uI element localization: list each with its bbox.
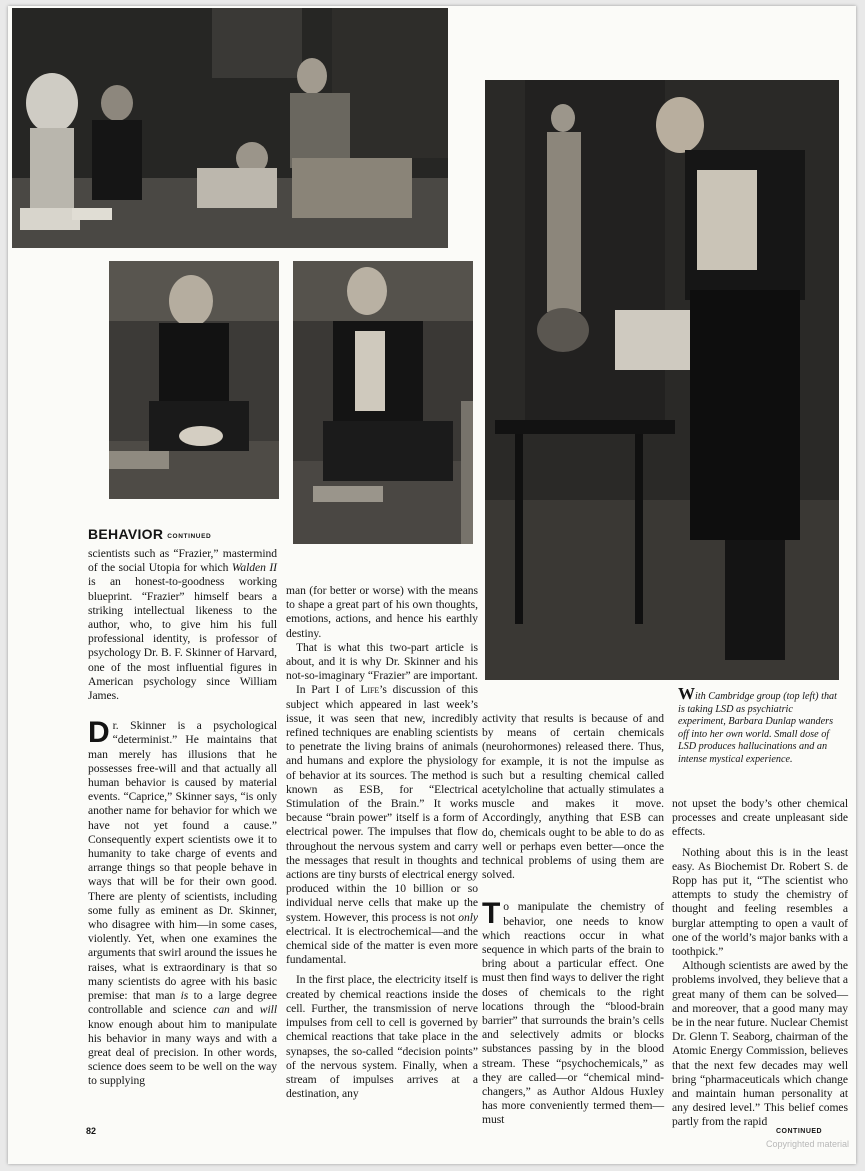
magazine-page — [8, 6, 856, 1164]
photo-caption — [678, 684, 840, 767]
text-column-4 — [672, 797, 848, 1130]
col3-paragraph-2: To manipulate the chemistry of behavior, one needs to know which reactions occur in what sequence in which parts of the brain to bring about a particular effect. One must then find ways to deliver the right doses of chemicals to the right locations through the “blood-brain barrier” that surrounds the brain’s cells and selectively admits or blocks substances passing by in the blood stream. These “psychochemicals,” as they are called—or “chemical mind-changers,” as Author Aldous Huxley has more conveniently termed them—must — [482, 897, 664, 1127]
col2-paragraph-1: man (for better or worse) with the means to shape a great part of his own thoughts, emotions, actions, and hence his earthly destiny. — [286, 584, 478, 640]
col1-paragraph-1: scientists such as “Frazier,” mastermind of the social Utopia for which Walden II is an honest-to-goodness working blueprint. “Frazier” himself bears a striking intellectual likeness to the author, who, to give him his full professional identity, is professor of psychology Dr. B. F. Skinner of Harvard, one of the most influential figures in American psychology since William James. — [88, 547, 277, 703]
col2-paragraph-2: That is what this two-part article is about, and it is why Dr. Skinner and his not-so-imaginary “Frazier” are important. — [286, 640, 478, 683]
col3-paragraph-1: activity that results is because of and by means of certain chemicals (neurohormones) released there. Thus, for example, it is not the impulse as such but a resulting chemical called acetylcholine that actually stimulates a muscle and makes it move. Accordingly, anything that ESB can do, chemicals ought to be able to do as well or perhaps even better—once the technical problems of using them are solved. — [482, 712, 664, 882]
heading-subtitle: CONTINUED — [167, 533, 212, 540]
col2-paragraph-4: In the first place, the electricity itself is created by chemical reactions inside the cell. Further, the transmission of nerve impulses from cell to cell is governed by chemical reactions that take place in the synapses, the so-called “decision points” of the nervous system. Finally, when a stream of impulses arrives at a destination, any — [286, 973, 478, 1101]
col1-paragraph-2: Dr. Skinner is a psychological “determinist.” He maintains that man merely has illusions that he possesses free-will and that actually all human behavior is caused by material events. “Caprice,” Skinner says, “is only another name for behavior for which we have not yet found a cause.” Consequently expert scientists owe it to humanity to take charge of events and arrange things so that people behave in ways that will be for their own good. There are plenty of scientists, including some fully as eminent as Dr. Skinner, who disagree with him—in some cases, violently. Yet, when one examines the arguments that swirl around the issues he raises, what is extraordinary is that so many scientists do agree with his basic premise: that man is to a large degree controllable and science can and will know enough about him to manipulate his behavior in many ways and with a great deal of precision. In other words, science does seem to be well on the way to supplying — [88, 716, 277, 1088]
page-number: 82 — [86, 1126, 97, 1136]
caption-text: ith Cambridge group (top left) that is taking LSD as psychiatric experiment, Barbara Dunlap wanders off into her own world. Small dose of LSD produces hallucinations and an intense mystical experience. — [678, 691, 837, 765]
continued-label: CONTINUED — [776, 1128, 823, 1135]
section-heading — [88, 526, 211, 544]
woman-with-statue-photo — [485, 80, 839, 680]
woman-crouching-photo — [109, 261, 279, 499]
drop-cap-t: T — [482, 897, 501, 931]
woman-seated-photo — [293, 261, 473, 544]
text-column-2 — [286, 584, 478, 1101]
col4-paragraph-2: Nothing about this is in the least easy. As Biochemist Dr. Robert S. de Ropp has put it, “The scientist who attempts to study the chemistry of thought and feeling resembles a burglar attempting to open a vault of one of the world’s major banks with a toothpick.” — [672, 845, 848, 959]
copyright-watermark: Copyrighted material — [766, 1139, 850, 1149]
text-column-3 — [482, 712, 664, 1128]
drop-cap-d: D — [88, 716, 110, 750]
col2-paragraph-3: In Part I of Life’s discussion of this subject which appeared in last week’s issue, it was seen that new, incredibly refined techniques are enabling scientists to penetrate the living brains of animals and humans and explore the physiology of behavior at its sources. The method is known as ESB, for “Electrical Stimulation of the Brain.” It works because “brain power” itself is a form of electrical power. The impulses that flow throughout the nervous system and carry the messages that result in thoughts and actions are tiny bursts of electrical energy produced within the 10 billion or so individual nerve cells that make up the system. However, this process is not only electrical. It is electrochemical—and the chemical side of the matter is even more fundamental. — [286, 683, 478, 967]
text-column-1 — [88, 547, 277, 1089]
col4-paragraph-1: not upset the body’s other chemical processes and create unpleasant side effects. — [672, 797, 848, 839]
caption-lead-letter: W — [678, 684, 695, 703]
col4-paragraph-3: Although scientists are awed by the problems involved, they believe that a great many of them can be solved—and moreover, that a good many may be in the near future. Nuclear Chemist Dr. Glenn T. Seaborg, chairman of the Atomic Energy Commission, believes that the next few decades may well bring “pharmaceuticals which change and maintain human personality at any desired level.” This belief comes partly from the rapid — [672, 959, 848, 1129]
heading-title: BEHAVIOR — [88, 526, 164, 542]
group-on-floor-photo — [12, 8, 448, 248]
